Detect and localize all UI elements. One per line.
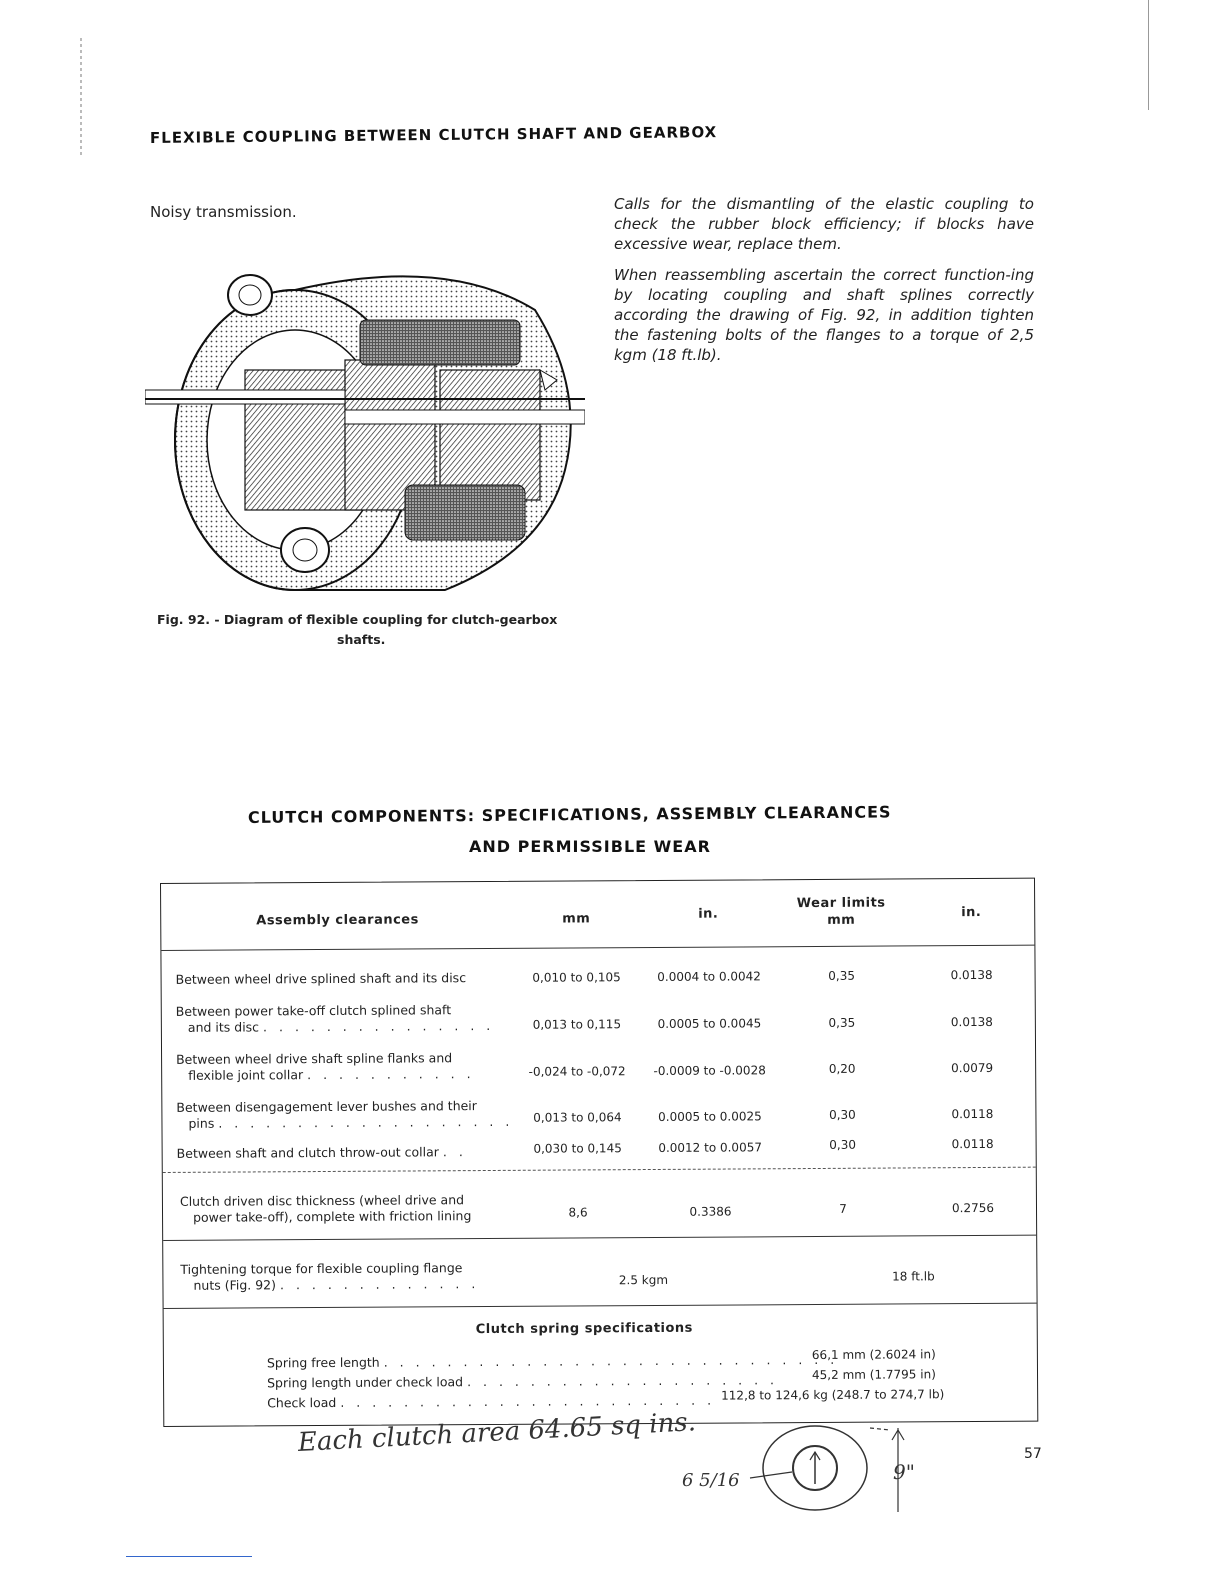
page-number: 57 bbox=[1024, 1446, 1042, 1462]
row-wear-in-5: 0.0118 bbox=[951, 1136, 994, 1152]
col-header-wear-limits: Wear limits bbox=[796, 895, 886, 912]
section-title-flexible-coupling: FLEXIBLE COUPLING BETWEEN CLUTCH SHAFT AND GEARBOX bbox=[149, 123, 718, 147]
torque-label-line2: nuts (Fig. 92) . . . . . . . . . . . . . bbox=[193, 1276, 480, 1293]
scan-edge-right bbox=[1148, 0, 1149, 110]
row-label-4: Between disengagement lever bushes and their bbox=[176, 1098, 477, 1115]
rule-after-clearances bbox=[163, 1167, 1036, 1173]
disc-mm: 8,6 bbox=[568, 1205, 588, 1220]
col-header-assembly: Assembly clearances bbox=[256, 912, 419, 929]
disc-label-line2: power take-off), complete with friction lining bbox=[192, 1208, 472, 1225]
row-in-3: -0.0009 to -0.0028 bbox=[653, 1063, 766, 1078]
row-label-3b: flexible joint collar . . . . . . . . . . . bbox=[188, 1066, 475, 1083]
handwritten-dim-2: 9" bbox=[893, 1460, 915, 1484]
spring-item-label-2: Spring length under check load . . . . . . . . . . . . . . . . . . . . bbox=[267, 1372, 779, 1391]
row-wear-in-4: 0.0118 bbox=[951, 1106, 994, 1122]
figure-caption-line1: Fig. 92. - Diagram of flexible coupling for clutch-gearbox bbox=[157, 612, 558, 627]
disc-wear-mm: 7 bbox=[839, 1201, 847, 1216]
flexible-coupling-diagram bbox=[145, 250, 585, 600]
spring-specs-title: Clutch spring specifications bbox=[475, 1320, 693, 1338]
row-in-5: 0.0012 to 0.0057 bbox=[658, 1140, 762, 1155]
header-rule bbox=[161, 945, 1034, 951]
row-wear-mm-4: 0,30 bbox=[829, 1107, 856, 1122]
row-label-3: Between wheel drive shaft spline flanks and bbox=[176, 1050, 453, 1067]
row-in-4: 0.0005 to 0.0025 bbox=[658, 1109, 762, 1124]
row-in-1: 0.0004 to 0.0042 bbox=[657, 969, 761, 984]
section-title-clutch-components-line2: AND PERMISSIBLE WEAR bbox=[469, 837, 711, 856]
row-wear-in-1: 0.0138 bbox=[950, 967, 993, 983]
remedy-paragraph-1: Calls for the dismantling of the elastic coupling to check the rubber block efficiency; if blocks have excessive wear, replace them. bbox=[614, 195, 1034, 253]
row-mm-5: 0,030 to 0,145 bbox=[533, 1141, 622, 1156]
disc-label-line1: Clutch driven disc thickness (wheel drive and bbox=[179, 1192, 465, 1209]
rule-after-torque bbox=[164, 1303, 1037, 1309]
figure-caption-line2: shafts. bbox=[337, 632, 386, 647]
torque-label-line1: Tightening torque for flexible coupling flange bbox=[180, 1260, 463, 1277]
row-mm-4: 0,013 to 0,064 bbox=[533, 1110, 622, 1125]
row-wear-mm-5: 0,30 bbox=[829, 1137, 857, 1152]
disc-in: 0.3386 bbox=[689, 1204, 732, 1219]
col-header-wear-mm: mm bbox=[827, 912, 856, 928]
remedy-paragraph-2: When reassembling ascertain the correct function-ing by locating coupling and shaft splines correctly according the drawing of Fig. 92, in addition tighten the fastening bolts of the flanges to a torque of 2,5 kgm (18 ft.lb). bbox=[614, 266, 1034, 364]
row-label-5: Between shaft and clutch throw-out collar . . bbox=[176, 1144, 467, 1161]
rule-after-disc bbox=[163, 1235, 1036, 1241]
spring-item-value-1: 66,1 mm (2.6024 in) bbox=[811, 1347, 936, 1363]
row-label-2: Between power take-off clutch splined shaft bbox=[175, 1002, 452, 1019]
spring-item-label-1: Spring free length . . . . . . . . . . . . . . . . . . . . . . . . . . . . . bbox=[266, 1351, 839, 1371]
spring-item-value-2: 45,2 mm (1.7795 in) bbox=[811, 1367, 936, 1383]
section-title-clutch-components: CLUTCH COMPONENTS: SPECIFICATIONS, ASSEMBLY CLEARANCES bbox=[247, 802, 892, 827]
row-label-2b: and its disc . . . . . . . . . . . . . . . bbox=[187, 1017, 495, 1035]
disc-wear-in: 0.2756 bbox=[951, 1200, 995, 1216]
row-label-4b: pins . . . . . . . . . . . . . . . . . . . bbox=[188, 1113, 514, 1131]
row-wear-in-2: 0.0138 bbox=[950, 1014, 993, 1030]
torque-ftlb: 18 ft.lb bbox=[892, 1269, 935, 1284]
scan-edge-left bbox=[80, 38, 82, 158]
row-mm-1: 0,010 to 0,105 bbox=[532, 970, 621, 985]
row-wear-mm-1: 0,35 bbox=[828, 968, 855, 983]
scan-bottom-line bbox=[126, 1556, 252, 1557]
handwritten-clutch-sketch bbox=[720, 1420, 920, 1520]
row-wear-mm-3: 0,20 bbox=[828, 1061, 856, 1076]
row-wear-in-3: 0.0079 bbox=[951, 1060, 994, 1076]
col-header-wear-in: in. bbox=[961, 904, 982, 921]
clutch-specs-table bbox=[160, 878, 1038, 1427]
row-mm-2: 0,013 to 0,115 bbox=[532, 1017, 622, 1032]
col-header-mm: mm bbox=[562, 911, 591, 927]
symptom-text: Noisy transmission. bbox=[150, 203, 297, 221]
torque-kgm: 2.5 kgm bbox=[618, 1272, 669, 1288]
row-wear-mm-2: 0,35 bbox=[828, 1015, 856, 1030]
spring-item-label-3: Check load . . . . . . . . . . . . . . . . . . . . . . . . bbox=[267, 1392, 716, 1411]
row-label-1: Between wheel drive splined shaft and its disc bbox=[175, 970, 467, 987]
col-header-in: in. bbox=[698, 906, 719, 922]
row-mm-3: -0,024 to -0,072 bbox=[528, 1064, 626, 1079]
row-in-2: 0.0005 to 0.0045 bbox=[657, 1016, 762, 1031]
spring-item-value-3: 112,8 to 124,6 kg (248.7 to 274,7 lb) bbox=[721, 1387, 945, 1403]
handwritten-note: Each clutch area 64.65 sq ins. bbox=[297, 1407, 697, 1458]
handwritten-dim-1: 6 5/16 bbox=[682, 1470, 740, 1491]
